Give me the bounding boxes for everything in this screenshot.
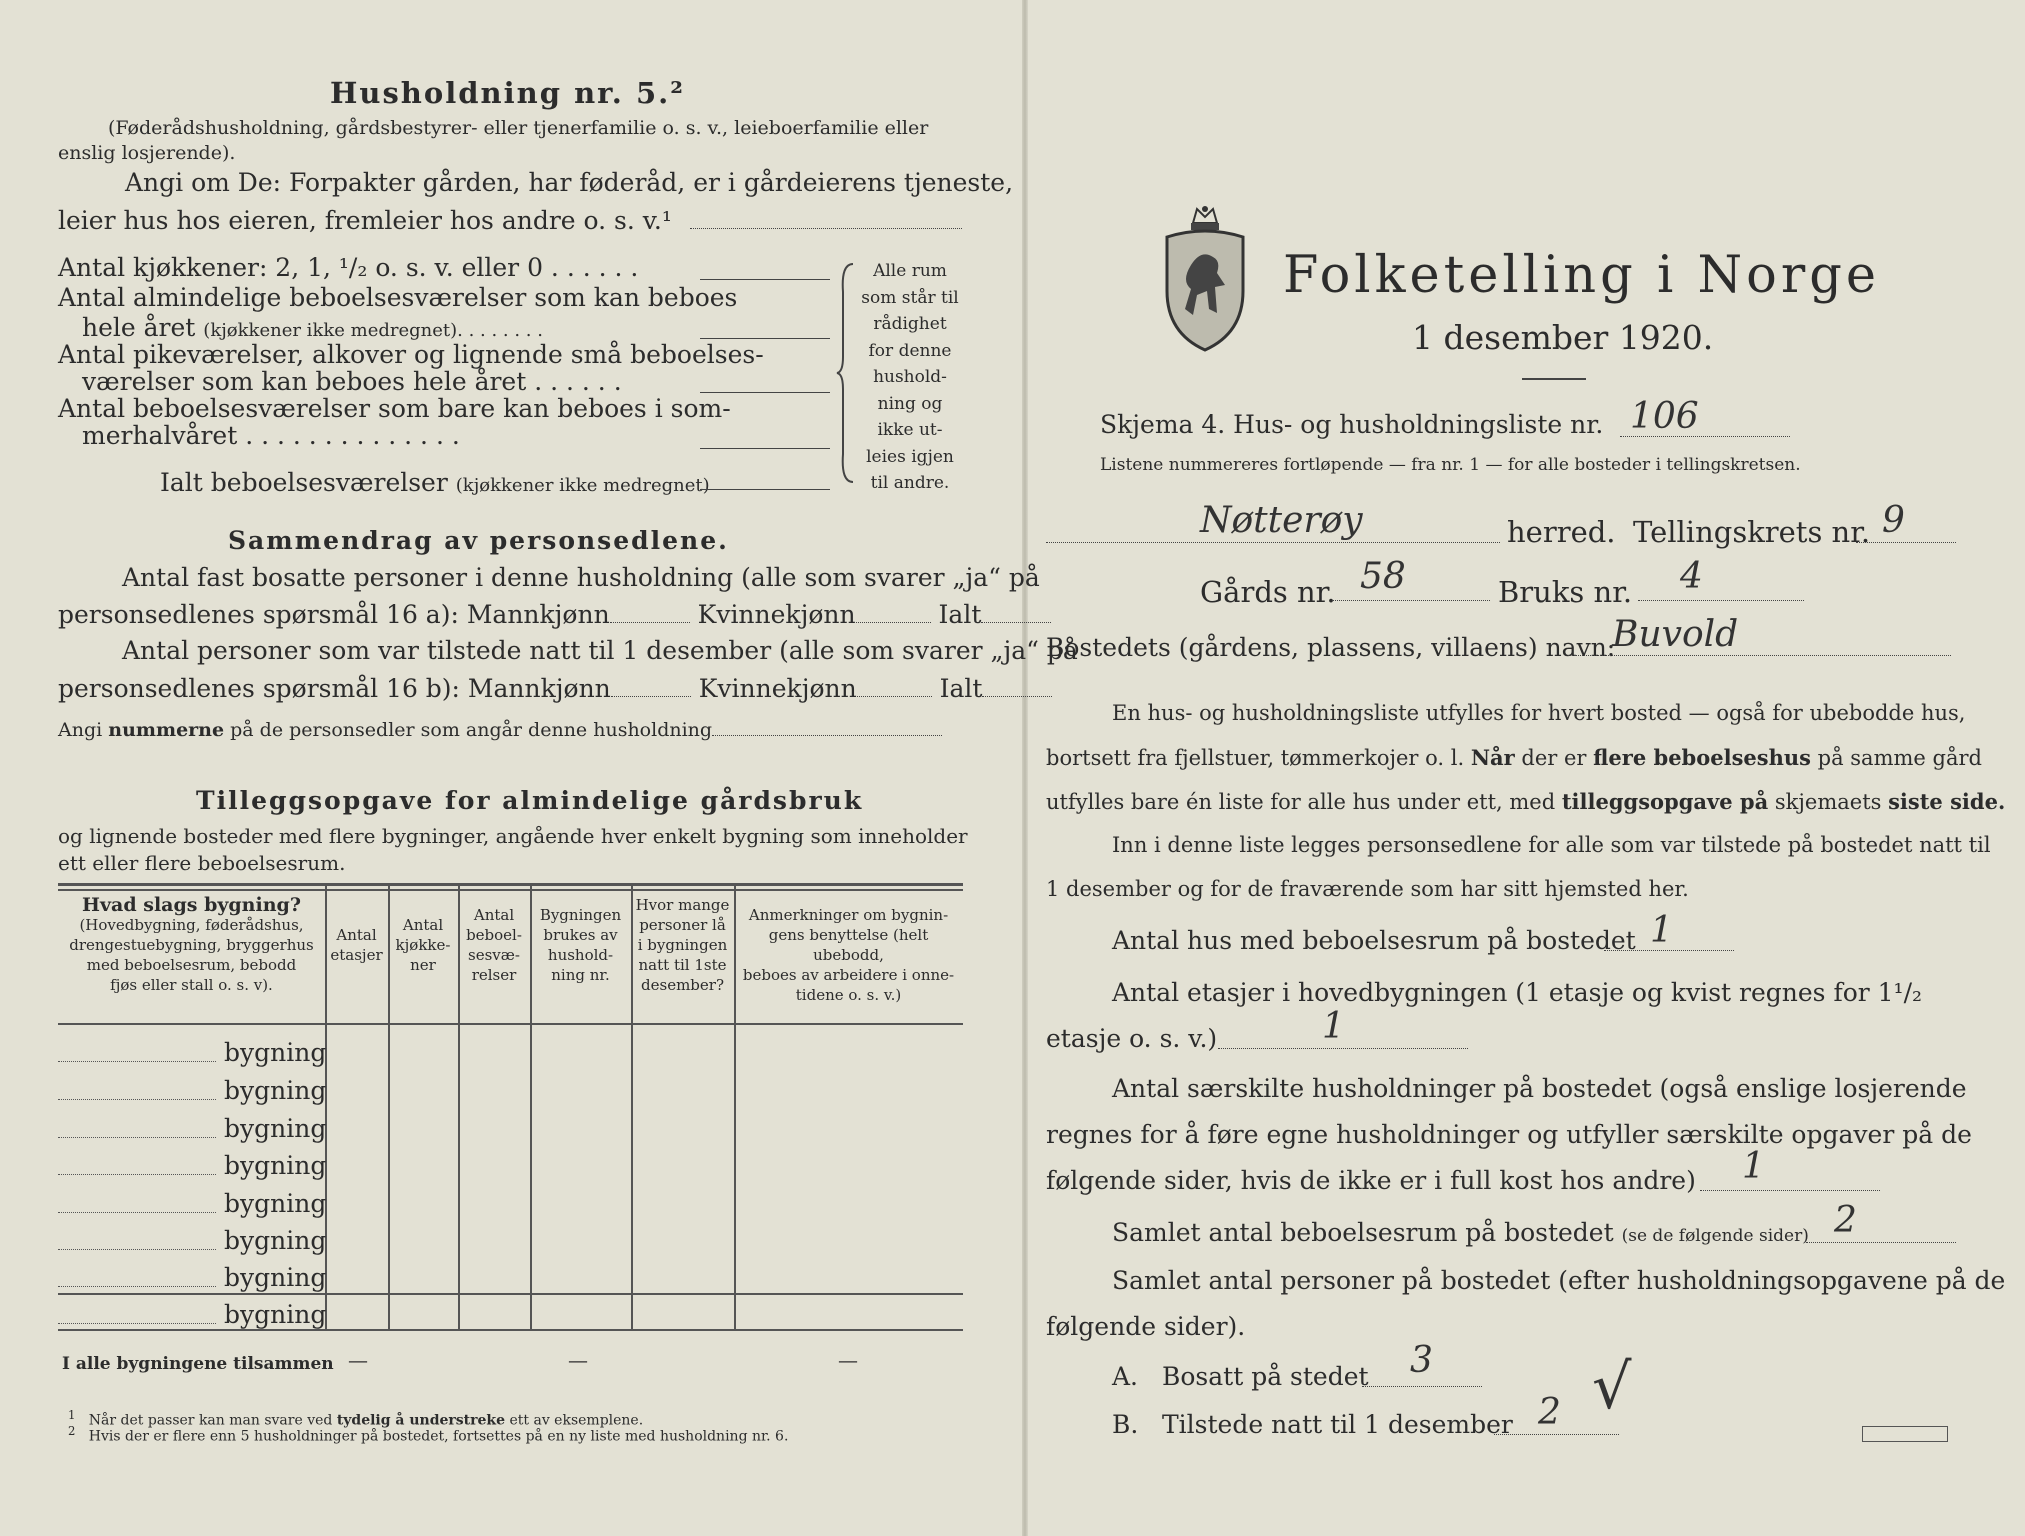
rum-line: Samlet antal beboelsesrum på bostedet (se de følgende sider) (1112, 1218, 1809, 1247)
table-header-rule (58, 1023, 963, 1025)
row-input[interactable] (58, 1212, 216, 1213)
brace (835, 262, 859, 484)
krets-value: 9 (1882, 500, 1905, 541)
a-input[interactable] (1362, 1386, 1482, 1387)
s1-line2: personsedlenes spørsmål 16 a): Mannkjønn Kvinnekjønn Ialt (58, 600, 1051, 629)
hush-line2: regnes for å føre egne husholdninger og utfyller særskilte opgaver på de (1046, 1120, 1972, 1149)
p2-line2: 1 desember og for de fraværende som har sitt hjemsted her. (1046, 877, 1689, 901)
gards-value: 58 (1360, 556, 1406, 597)
p2-line1: Inn i denne liste legges personsedlene for alle som var tilstede på bostedet natt til (1112, 833, 1991, 857)
row-input[interactable] (58, 1249, 216, 1250)
household-intro: (Føderådshusholdning, gårdsbestyrer- eller tjenerfamilie o. s. v., leieboerfamilie eller enslig losjerende). (58, 117, 929, 164)
hush-line1: Antal særskilte husholdninger på bostedet (også enslige losjerende (1112, 1074, 1967, 1103)
etasjer-value: 1 (1322, 1006, 1345, 1047)
etasjer-input[interactable] (1218, 1048, 1468, 1049)
bosted-input[interactable] (1568, 655, 1951, 656)
row-label: bygning (224, 1076, 327, 1105)
total-dash-etasjer: — (348, 1348, 368, 1372)
hush-value: 1 (1742, 1146, 1765, 1187)
q-som-line1: Antal beboelsesværelser som bare kan beboes i som- (58, 394, 731, 423)
header-husholdning: Bygningen brukes av hushold- ning nr. (539, 906, 622, 984)
row-label: bygning (224, 1038, 327, 1067)
row-label: bygning (224, 1189, 327, 1218)
answer-pike[interactable] (700, 392, 830, 393)
household-title: Husholdning nr. 5.² (330, 76, 685, 110)
checkmark: √ (1592, 1350, 1632, 1423)
q-pike-line1: Antal pikeværelser, alkover og lignende små beboelses- (58, 340, 764, 369)
etasjer-line2: etasje o. s. v.) (1046, 1024, 1218, 1053)
row-input[interactable] (58, 1286, 216, 1287)
hush-line3: følgende sider, hvis de ikke er i full kost hos andre) (1046, 1166, 1696, 1195)
b-text: Tilstede natt til 1 desember (1162, 1410, 1513, 1439)
q-angi-answer-line[interactable] (690, 228, 962, 229)
table-bottom-rule (58, 1329, 963, 1331)
form-title: Folketelling i Norge (1283, 246, 1881, 305)
hush-input[interactable] (1700, 1190, 1880, 1191)
total-row-label: I alle bygningene tilsammen (62, 1354, 334, 1374)
sammendrag-title: Sammendrag av personsedlene. (228, 526, 729, 555)
tillegg-title: Tilleggsopgave for almindelige gårdsbruk (196, 786, 864, 815)
tillegg-line2: ett eller flere beboelsesrum. (58, 851, 346, 875)
listene-note: Listene nummereres fortløpende — fra nr. 1 — for alle bosteder i tellingskretsen. (1100, 455, 1801, 475)
fold-crease (1022, 0, 1028, 1536)
herred-input[interactable] (1046, 542, 1500, 543)
q-angi-line1: Angi om De: Forpakter gården, har føderåd, er i gårdeierens tjeneste, (125, 168, 1014, 197)
printer-stamp (1862, 1426, 1948, 1442)
herred-label: herred. (1507, 515, 1616, 549)
hus-value: 1 (1650, 910, 1673, 951)
q-som-line2: merhalvåret . . . . . . . . . . . . . . (82, 421, 460, 450)
gards-label: Gårds nr. (1200, 575, 1336, 609)
bruks-input[interactable] (1638, 600, 1804, 601)
title-rule (1522, 378, 1586, 380)
row-label: bygning (224, 1151, 327, 1180)
row-label: bygning (224, 1300, 327, 1329)
bruks-label: Bruks nr. (1498, 575, 1633, 609)
bosted-value: Buvold (1612, 614, 1739, 655)
a-label: A. (1112, 1362, 1139, 1391)
row-input[interactable] (58, 1099, 216, 1100)
bosted-label: Bostedets (gårdens, plassens, villaens) navn: (1046, 633, 1616, 662)
s2-line1: Antal personer som var tilstede natt til 1 desember (alle som svarer „ja“ på (122, 636, 1078, 665)
q-angi-line2: leier hus hos eieren, fremleier hos andre o. s. v.¹ (58, 206, 672, 235)
s3-line: Angi nummerne på de personsedler som angår denne husholdning (58, 719, 942, 741)
b-input[interactable] (1494, 1434, 1619, 1435)
table-total-rule (58, 1293, 963, 1295)
header-building-type: Hvad slags bygning? (Hovedbygning, føderådshus, drengestuebygning, bryggerhus med beboelsesrum, bebodd fjøs eller stall o. s. v). (69, 894, 314, 994)
row-label: bygning (224, 1114, 327, 1143)
b-label: B. (1112, 1410, 1139, 1439)
q-ialt: Ialt beboelsesværelser (kjøkkener ikke medregnet) (160, 468, 710, 497)
tillegg-line1: og lignende bosteder med flere bygninger, angående hver enkelt bygning som inneholder (58, 824, 968, 848)
bruks-value: 4 (1680, 556, 1703, 597)
row-input[interactable] (58, 1061, 216, 1062)
a-text: Bosatt på stedet (1162, 1362, 1369, 1391)
row-input[interactable] (58, 1323, 216, 1324)
row-input[interactable] (58, 1174, 216, 1175)
header-beboelsesvaerelser: Antal beboel- sesvæ- relser (466, 906, 522, 984)
q-alm-line1: Antal almindelige beboelsesværelser som kan beboes (58, 283, 738, 312)
total-dash-anmerkninger: — (838, 1348, 858, 1372)
header-kjokkener: Antal kjøkke- ner (395, 916, 451, 974)
rum-value: 2 (1834, 1200, 1857, 1241)
p1-line3: utfylles bare én liste for alle hus under ett, med tilleggsopgave på skjemaets siste side. (1046, 789, 2006, 814)
header-etasjer: Antal etasjer (330, 926, 383, 964)
brace-note: Alle rum som står til rådighet for denne hushold- ning og ikke ut- leies igjen til andre. (861, 261, 959, 493)
gards-input[interactable] (1332, 600, 1490, 601)
norway-coat-of-arms-icon (1163, 203, 1247, 353)
q-kjokken: Antal kjøkkener: 2, 1, ¹/₂ o. s. v. eller 0 . . . . . . (58, 253, 639, 282)
pers-line1: Samlet antal personer på bostedet (efter husholdningsopgavene på de (1112, 1266, 2006, 1295)
row-input[interactable] (58, 1137, 216, 1138)
total-dash-husholdning: — (568, 1348, 588, 1372)
footnote-1: $^1$ Når det passer kan man svare ved tydelig å understreke ett av eksemplene. (68, 1408, 644, 1429)
rum-input[interactable] (1806, 1242, 1956, 1243)
pers-line2: følgende sider). (1046, 1312, 1246, 1341)
row-label: bygning (224, 1226, 327, 1255)
row-label: bygning (224, 1263, 327, 1292)
table-top-rule-2 (58, 889, 963, 891)
krets-label: Tellingskrets nr. (1633, 515, 1871, 549)
header-personer: Hvor mange personer lå i bygningen natt til 1ste desember? (635, 896, 730, 994)
answer-alm[interactable] (700, 338, 830, 339)
q-alm-line2: hele året (kjøkkener ikke medregnet). . . . . . . . (82, 313, 543, 342)
q-pike-line2: værelser som kan beboes hele året . . . . . . (82, 367, 622, 396)
answer-som[interactable] (700, 448, 830, 449)
p1-line1: En hus- og husholdningsliste utfylles for hvert bosted — også for ubebodde hus, (1112, 701, 1966, 725)
header-anmerkninger: Anmerkninger om bygnin- gens benyttelse (helt ubebodd, beboes av arbeidere i onne- tidene o. s. v.) (742, 906, 955, 1004)
table-top-rule (58, 883, 963, 886)
krets-input[interactable] (1856, 542, 1956, 543)
building-table (58, 883, 963, 1338)
skjema-line: Skjema 4. Hus- og husholdningsliste nr. (1100, 410, 1604, 439)
s1-line1: Antal fast bosatte personer i denne husholdning (alle som svarer „ja“ på (122, 563, 1040, 592)
s2-line2: personsedlenes spørsmål 16 b): Mannkjønn Kvinnekjønn Ialt (58, 674, 1052, 703)
hus-label: Antal hus med beboelsesrum på bostedet (1112, 926, 1636, 955)
b-value: 2 (1538, 1392, 1561, 1433)
footnote-2: $^2$ Hvis der er flere enn 5 husholdninger på bostedet, fortsettes på en ny liste med husholdning nr. 6. (68, 1424, 789, 1445)
p1-line2: bortsett fra fjellstuer, tømmerkojer o. l. Når der er flere beboelseshus på samme gård (1046, 745, 1982, 770)
skjema-value: 106 (1630, 396, 1699, 437)
answer-kjokken[interactable] (700, 279, 830, 280)
herred-value: Nøtterøy (1200, 500, 1363, 541)
answer-ialt[interactable] (700, 489, 830, 490)
a-value: 3 (1410, 1340, 1433, 1381)
form-date: 1 desember 1920. (1412, 318, 1714, 357)
etasjer-line1: Antal etasjer i hovedbygningen (1 etasje og kvist regnes for 1¹/₂ (1112, 978, 1923, 1007)
